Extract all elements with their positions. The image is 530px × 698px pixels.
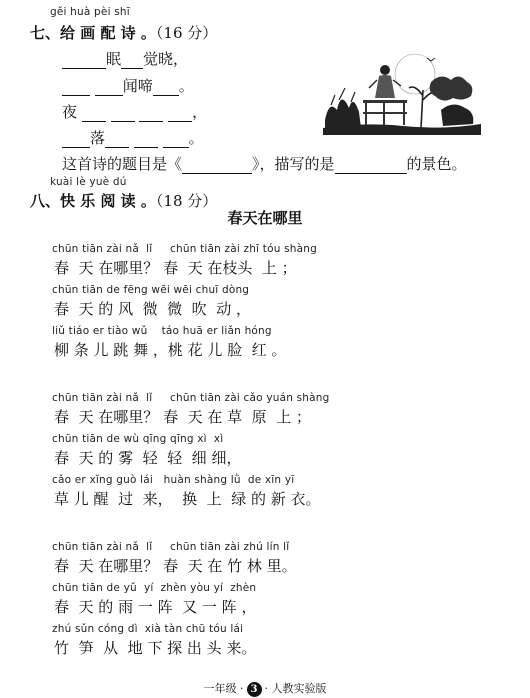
blank-3a[interactable]: [82, 107, 106, 122]
blank-3d[interactable]: [168, 107, 192, 122]
blank-4d[interactable]: [163, 133, 189, 148]
blank-2a[interactable]: [62, 81, 90, 96]
section7-number: 七、: [30, 24, 61, 42]
reading-text-line: 柳 条 儿 跳 舞 ，桃 花 儿 脸 红 。: [54, 341, 287, 359]
reading-pinyin-line: chūn tiān de fēng wēi wēi chuī dòng: [52, 284, 250, 296]
reading-text-line: 春 天 的 风 微 微 吹 动 ，: [54, 300, 251, 318]
poem-line-3-text-a: 夜: [62, 103, 78, 121]
section8-score: （18 分）: [155, 192, 218, 210]
blank-scene[interactable]: [335, 159, 407, 174]
blank-2b[interactable]: [95, 81, 123, 96]
reading-pinyin-line: zhú sǔn cóng dì xià tàn chū tóu lái: [52, 623, 244, 635]
section8-number: 八、: [30, 192, 61, 210]
blank-title[interactable]: [182, 159, 252, 174]
question-text-c: 的景色。: [406, 155, 467, 173]
reading-text-line: 春 天 在哪里？ 春 天 在 草 原 上 ；: [54, 408, 311, 426]
blank-1a[interactable]: [62, 54, 106, 69]
section8-title: 快 乐 阅 读 。: [60, 192, 156, 210]
poem-line-1: [62, 48, 188, 69]
poem-line-2-text-b: 。: [178, 77, 194, 95]
reading-text-line: 春 天 的 雨 一 阵 又 一 阵 ，: [54, 598, 257, 616]
footer-edition: · 人教实验版: [264, 682, 327, 695]
section7-title: 给 画 配 诗 。: [60, 24, 156, 42]
poem-line-3-text-b: ，: [192, 103, 208, 121]
blank-2c[interactable]: [153, 81, 179, 96]
poem-line-1-text-a: 眠: [106, 50, 122, 68]
reading-text-line: 春 天 的 雾 轻 轻 细 细，: [54, 449, 242, 467]
reading-pinyin-line: chūn tiān de wù qīng qīng xì xì: [52, 433, 224, 445]
poem-line-2: [62, 75, 194, 96]
reading-pinyin-line: chūn tiān zài nǎ lǐ chūn tiān zài zhú lín lǐ: [52, 541, 290, 553]
poem-title: 春天在哪里: [227, 209, 303, 227]
reading-text-line: 春 天 在哪里？ 春 天 在枝头 上 ；: [54, 259, 297, 277]
poem-line-1-text-b: 觉晓，: [143, 50, 189, 68]
blank-4b[interactable]: [105, 133, 129, 148]
blank-3c[interactable]: [139, 107, 163, 122]
poem-line-3: [62, 101, 207, 122]
reading-pinyin-line: chūn tiān zài nǎ lǐ chūn tiān zài cǎo yuán shàng: [52, 392, 330, 404]
footer-grade: 一年级 ·: [203, 682, 244, 695]
blank-3b[interactable]: [111, 107, 135, 122]
poem-line-4-text-a: 落: [90, 129, 106, 147]
poem-question: [62, 153, 467, 174]
reading-pinyin-line: chūn tiān de yǔ yí zhèn yòu yí zhèn: [52, 582, 257, 594]
section7-score: （16 分）: [155, 24, 218, 42]
page-footer: [0, 680, 530, 697]
poem-line-4-text-b: 。: [188, 129, 204, 147]
page-number: 3: [247, 682, 262, 697]
question-text-a: 这首诗的题目是《: [62, 155, 183, 173]
question-text-b: 》，描写的是: [252, 155, 335, 173]
reading-pinyin-line: liǔ tiáo er tiào wǔ táo huā er liǎn hóng: [52, 325, 272, 337]
poem-line-2-text-a: 闻啼: [122, 77, 153, 95]
section7-pinyin: gěi huà pèi shī: [50, 6, 130, 18]
poem-line-4: [62, 127, 204, 148]
section8-pinyin: kuài lè yuè dú: [50, 176, 127, 188]
reading-pinyin-line: cǎo er xǐng guò lái huàn shàng lǜ de xīn yī: [52, 474, 295, 486]
section7-heading: [30, 22, 217, 43]
blank-1b[interactable]: [121, 54, 143, 69]
poem-illustration: [323, 50, 481, 135]
reading-text-line: 竹 笋 从 地 下 探 出 头 来。: [54, 639, 257, 657]
reading-pinyin-line: chūn tiān zài nǎ lǐ chūn tiān zài zhī tóu shàng: [52, 243, 317, 255]
reading-text-line: 草 儿 醒 过 来， 换 上 绿 的 新 衣。: [54, 490, 321, 508]
reading-text-line: 春 天 在哪里？ 春 天 在 竹 林 里。: [54, 557, 297, 575]
blank-4c[interactable]: [134, 133, 158, 148]
blank-4a[interactable]: [62, 133, 90, 148]
